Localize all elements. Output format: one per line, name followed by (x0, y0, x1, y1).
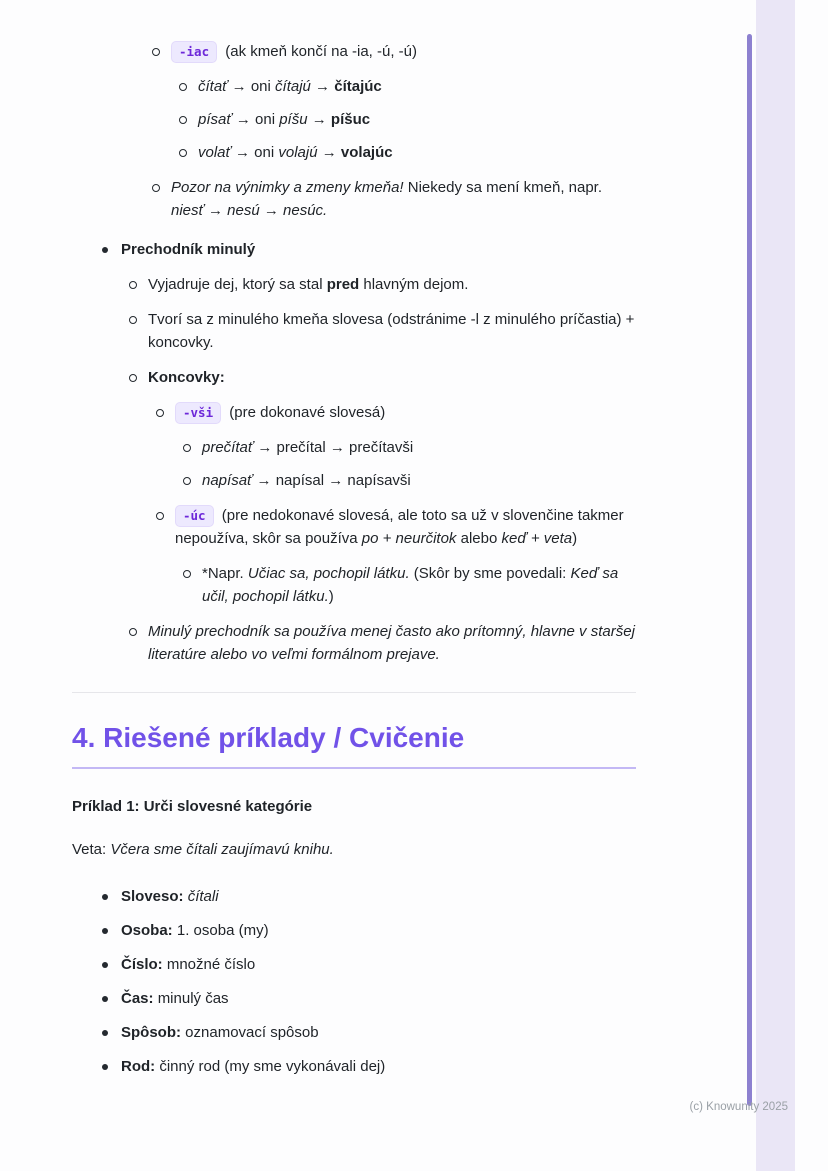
list-item (181, 469, 636, 492)
present-endings-list (150, 40, 636, 222)
sentence-italic-text: Včera sme čítali zaujímavú knihu. (110, 841, 334, 858)
past-transgressive-title: Prechodník minulý (121, 241, 256, 258)
list-item (127, 308, 636, 354)
list-item (177, 141, 636, 164)
past-endings-list (154, 401, 636, 608)
list-item (100, 238, 636, 666)
list-item (154, 504, 636, 608)
category-value: čítali (187, 888, 219, 905)
suffix-vsi-badge: -vši (175, 402, 221, 424)
text: hlavným dejom. (359, 276, 469, 293)
text: (pre nedokonavé slovesá, ale toto sa už v slovenčine takmer nepoužíva, skôr sa používa (175, 507, 624, 547)
list-item (100, 987, 636, 1010)
category-label: Čas: (121, 990, 154, 1007)
text: (ak kmeň končí na -ia, -ú, -ú) (221, 43, 418, 60)
text: Tvorí sa z minulého kmeňa slovesa (odstránime -l z minulého príčastia) + koncovky. (148, 311, 635, 351)
italic-text: Keď sa učil, pochopil látku. (202, 565, 619, 605)
text: Niekedy sa mení kmeň, napr. (403, 179, 603, 196)
text: → (310, 78, 335, 95)
viewer-background-strip (756, 0, 795, 1171)
text: ) (328, 588, 334, 605)
category-label: Sloveso: (121, 888, 184, 905)
suffix-line (171, 43, 417, 60)
italic-text: čítať (198, 78, 228, 95)
document-content (72, 40, 636, 1089)
category-label: Osoba: (121, 922, 173, 939)
bold-text: pred (326, 276, 360, 293)
list-item (177, 108, 636, 131)
iac-examples-list (177, 75, 636, 164)
past-details-list (127, 273, 636, 666)
italic-text: Pozor na výnimky a zmeny kmeňa! (171, 179, 404, 196)
category-label: Rod: (121, 1058, 156, 1075)
list-item (100, 919, 636, 942)
category-value: činný rod (my sme vykonávali dej) (159, 1058, 386, 1075)
list-item (127, 366, 636, 608)
text: → oni (230, 144, 279, 161)
list-item (127, 620, 636, 666)
italic-text: napísať (202, 472, 253, 489)
example-title: Príklad 1: Urči slovesné kategórie (72, 798, 313, 815)
sentence-line (72, 838, 636, 861)
bold-text: volajúc (340, 144, 393, 161)
category-value: množné číslo (166, 956, 256, 973)
uc-example-list (181, 562, 636, 608)
scrollbar-thumb[interactable] (747, 34, 752, 1106)
italic-text: čítajú (275, 78, 311, 95)
suffix-iac-badge: -iac (171, 41, 217, 63)
category-value: 1. osoba (my) (176, 922, 269, 939)
bold-text: čítajúc (334, 78, 382, 95)
bold-text: píšuc (330, 111, 371, 128)
text: → (317, 144, 341, 161)
list-item (181, 562, 636, 608)
list-item (100, 1055, 636, 1078)
text: *Napr. (202, 565, 248, 582)
italic-text: volať (198, 144, 231, 161)
list-item (100, 953, 636, 976)
section-heading: 4. Riešené príklady / Cvičenie (72, 721, 636, 769)
category-label: Spôsob: (121, 1024, 181, 1041)
text: → prečítal → prečítavši (253, 439, 414, 456)
list-item (100, 1021, 636, 1044)
suffix-line (175, 507, 624, 547)
suffix-line (175, 404, 385, 421)
list-item (154, 401, 636, 492)
category-label: Číslo: (121, 956, 163, 973)
list-item (150, 40, 636, 164)
categories-list (100, 885, 636, 1078)
text: → (307, 111, 331, 128)
text: ) (572, 530, 578, 547)
category-value: oznamovací spôsob (185, 1024, 319, 1041)
list-item (127, 273, 636, 296)
list-item (181, 436, 636, 459)
italic-text: niesť → nesú → nesúc. (171, 202, 328, 219)
italic-text: po + neurčitok (361, 530, 457, 547)
vsi-examples-list (181, 436, 636, 492)
text: → oni (227, 78, 276, 95)
text: Vyjadruje dej, ktorý sa stal (148, 276, 327, 293)
text: alebo (456, 530, 502, 547)
past-transgressive-list (100, 238, 636, 666)
text: (pre dokonavé slovesá) (225, 404, 386, 421)
italic-text: keď + veta (501, 530, 573, 547)
italic-text: píšu (279, 111, 308, 128)
copyright-footer: (c) Knowunity 2025 (689, 1101, 788, 1113)
endings-label: Koncovky: (148, 369, 225, 386)
italic-note-text: Minulý prechodník sa používa menej často ako prítomný, hlavne v staršej literatúre alebo vo veľmi formálnom prejave. (148, 623, 635, 663)
italic-text: volajú (278, 144, 318, 161)
text: → napísal → napísavši (252, 472, 411, 489)
list-item (177, 75, 636, 98)
italic-text: Učiac sa, pochopil látku. (247, 565, 410, 582)
text: (Skôr by sme povedali: (409, 565, 571, 582)
category-value: minulý čas (157, 990, 229, 1007)
text: → oni (231, 111, 280, 128)
italic-text: písať (198, 111, 232, 128)
list-item (100, 885, 636, 908)
italic-text: prečítať (202, 439, 254, 456)
sentence-label: Veta: (72, 841, 107, 858)
suffix-uc-badge: -úc (175, 505, 214, 527)
section-divider (72, 692, 636, 693)
list-item (150, 176, 636, 222)
